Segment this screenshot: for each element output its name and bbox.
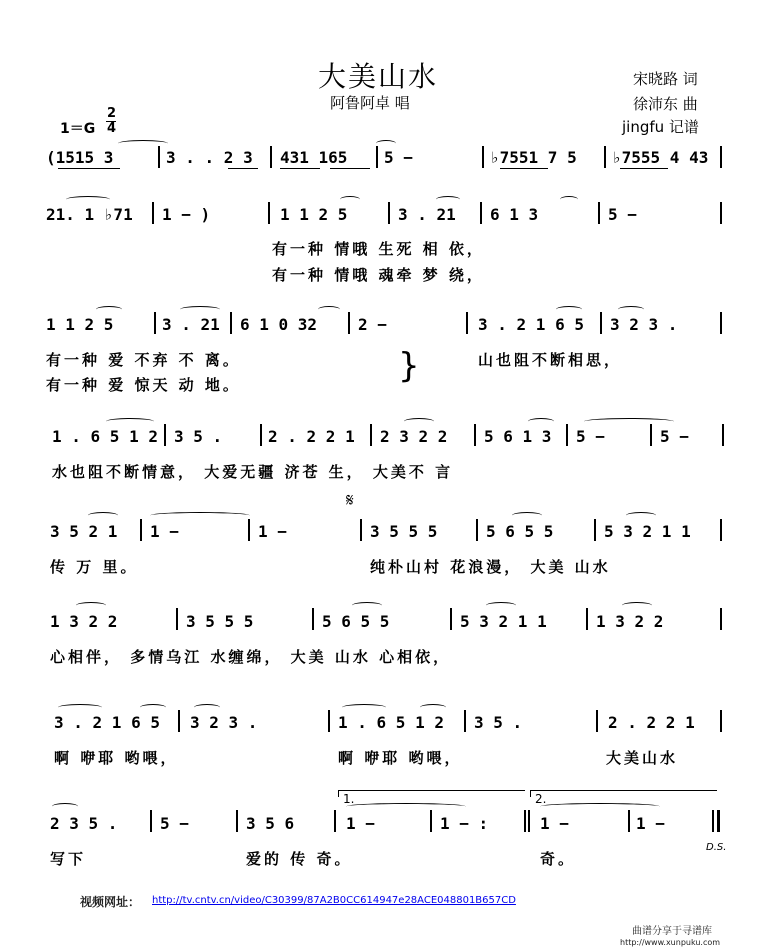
bar-line (722, 424, 724, 446)
slur (58, 704, 102, 711)
beam (330, 168, 370, 169)
slur (352, 602, 382, 609)
bar-line (450, 608, 452, 630)
tie (584, 418, 674, 425)
measure: 5 6 5 5 (322, 612, 390, 631)
measure: 2 . 2 2 1 (268, 427, 355, 446)
slur (66, 196, 110, 203)
measure: 6 1 3 (490, 205, 539, 224)
measure: 3 2 3 . (610, 315, 678, 334)
measure: 5 − (384, 148, 413, 167)
lyric-line: 传 万 里。 (50, 558, 139, 576)
slur (626, 512, 656, 519)
bar-line (604, 146, 606, 168)
bar-line (720, 146, 722, 168)
lyric-line: 写下 (50, 850, 87, 868)
measure: 1 3 2 2 (50, 612, 118, 631)
video-label: 视频网址： (80, 895, 141, 909)
bar-line (328, 710, 330, 732)
slur (340, 196, 360, 203)
bar-line (140, 519, 142, 541)
tie (346, 803, 466, 810)
beam (280, 168, 320, 169)
measure: 2 3 2 2 (380, 427, 448, 446)
bar-line (566, 424, 568, 446)
slur (622, 602, 652, 609)
measure: ♭7551 7 5 (490, 148, 577, 167)
measure: 3 5 . (474, 713, 523, 732)
bar-line (720, 312, 722, 334)
measure: 5 3 2 1 1 (604, 522, 691, 541)
measure: 2 3 5 . (50, 814, 118, 833)
bar-line (370, 424, 372, 446)
lyric-line: 纯朴山村 花浪漫， 大美 山水 (370, 558, 611, 576)
measure: 3 . 21 (162, 315, 220, 334)
bar-line (600, 312, 602, 334)
slur (194, 704, 220, 711)
footer-url: http://www.xunpuku.com (620, 938, 721, 947)
bar-line (476, 519, 478, 541)
measure: ♭7555 4 43 (612, 148, 709, 167)
tie (540, 803, 660, 810)
measure: 3 . 2 1 6 5 (478, 315, 584, 334)
bar-line (594, 519, 596, 541)
singer-credit: 阿鲁阿卓 唱 (330, 94, 410, 112)
beam (228, 168, 258, 169)
measure: 6 1 0 32 (240, 315, 318, 334)
bar-line (376, 146, 378, 168)
measure: 1 − (540, 814, 569, 833)
beam (58, 168, 120, 169)
measure: 5 − (660, 427, 689, 446)
volta-label-1: 1. (343, 792, 355, 806)
bar-line (230, 312, 232, 334)
bar-line (348, 312, 350, 334)
lyric-line: 心相伴， 多情乌江 水缠绵， 大美 山水 心相依， (50, 648, 452, 666)
measure: 2 . 2 2 1 (608, 713, 695, 732)
bar-line (586, 608, 588, 630)
final-bar-line (717, 810, 720, 832)
bar-line (154, 312, 156, 334)
lyric-verse-2: 有一种 爱 惊天 动 地。 (46, 376, 241, 394)
bar-line (152, 202, 154, 224)
bar-line (150, 810, 152, 832)
bar-line (712, 810, 714, 832)
bar-line (270, 146, 272, 168)
measure: 1 3 2 2 (596, 612, 664, 631)
slur (436, 196, 460, 203)
slur (556, 306, 582, 313)
lyric-verse-1: 有一种 情哦 生死 相 依， (272, 240, 485, 258)
time-signature-bottom: 4 (107, 121, 117, 136)
bar-line (466, 312, 468, 334)
beam (620, 168, 668, 169)
measure: 1 . 6 5 1 2 (338, 713, 444, 732)
tie (150, 512, 250, 519)
measure: 1 1 2 5 (280, 205, 348, 224)
lyric-verse-2: 有一种 情哦 魂牵 梦 绕， (272, 266, 485, 284)
transcriber-credit: jingfu 记谱 (622, 118, 699, 136)
measure: 1 − : (440, 814, 489, 833)
bar-line (720, 608, 722, 630)
bar-line (464, 710, 466, 732)
key-signature: 1＝G (60, 121, 96, 137)
bar-line (650, 424, 652, 446)
slur (404, 418, 434, 425)
bar-line (268, 202, 270, 224)
measure: 1 . 6 5 1 2 (52, 427, 158, 446)
slur (560, 196, 578, 203)
bar-line (598, 202, 600, 224)
bar-line (720, 202, 722, 224)
measure: 5 − (608, 205, 637, 224)
slur (528, 418, 554, 425)
slur (342, 704, 386, 711)
measure: 3 . . 2 3 (166, 148, 253, 167)
video-link[interactable]: http://tv.cntv.cn/video/C30399/87A2B0CC614947e28ACE048801B657CD (152, 895, 516, 906)
measure: 5 3 2 1 1 (460, 612, 547, 631)
repeat-bar-line (528, 810, 530, 832)
slur (76, 602, 106, 609)
composer-credit: 徐沛东 曲 (633, 95, 698, 113)
measure: 2 − (358, 315, 387, 334)
measure: 3 5 2 1 (50, 522, 118, 541)
lyric-line: 奇。 (540, 850, 577, 868)
measure: 3 5 5 5 (370, 522, 438, 541)
measure: (1515 3 (46, 148, 114, 167)
bar-line (260, 424, 262, 446)
song-title: 大美山水 (318, 60, 439, 93)
slur (420, 704, 446, 711)
slur (118, 140, 168, 147)
bar-line (164, 424, 166, 446)
verse-brace: } (398, 346, 420, 386)
slur (486, 602, 516, 609)
bar-line (360, 519, 362, 541)
slur (96, 306, 122, 313)
lyric-line: 大美山水 (606, 749, 679, 767)
measure: 5 − (160, 814, 189, 833)
lyric-line: 水也阻不断情意， 大爱无疆 济苍 生， 大美不 言 (52, 463, 454, 481)
slur (88, 512, 118, 519)
bar-line (178, 710, 180, 732)
bar-line (248, 519, 250, 541)
slur (318, 306, 340, 313)
bar-line (720, 519, 722, 541)
measure: 3 5 . (174, 427, 223, 446)
bar-line (480, 202, 482, 224)
slur (618, 306, 644, 313)
measure: 1 1 2 5 (46, 315, 114, 334)
lyric-line: 啊 咿耶 哟喂， (338, 749, 463, 767)
measure: 3 5 5 5 (186, 612, 254, 631)
bar-line (482, 146, 484, 168)
bar-line (628, 810, 630, 832)
slur (106, 418, 154, 425)
bar-line (720, 710, 722, 732)
bar-line (430, 810, 432, 832)
lyric-refrain: 山也阻不断相思， (478, 351, 623, 369)
measure: 21. 1 ♭71 (46, 205, 133, 224)
footer-source: 曲谱分享于寻谱库 (632, 926, 712, 937)
measure: 1 − (636, 814, 665, 833)
slur (512, 512, 542, 519)
measure: 3 5 6 (246, 814, 295, 833)
lyric-line: 啊 咿耶 哟喂， (54, 749, 179, 767)
measure: 5 6 5 5 (486, 522, 554, 541)
measure: 1 − ) (162, 205, 211, 224)
measure: 1 − (258, 522, 287, 541)
lyric-line: 爱的 传 奇。 (246, 850, 353, 868)
measure: 1 − (346, 814, 375, 833)
volta-label-2: 2. (535, 792, 547, 806)
ds-marking: D.S. (706, 842, 727, 853)
slur (140, 704, 166, 711)
bar-line (312, 608, 314, 630)
volta-bracket-1 (338, 790, 525, 797)
bar-line (388, 202, 390, 224)
bar-line (474, 424, 476, 446)
measure: 3 . 2 1 6 5 (54, 713, 160, 732)
measure: 3 . 21 (398, 205, 456, 224)
measure: 5 6 1 3 (484, 427, 552, 446)
measure: 5 − (576, 427, 605, 446)
slur (180, 306, 220, 313)
lyric-verse-1: 有一种 爱 不弃 不 离。 (46, 351, 241, 369)
measure: 431 165 (280, 148, 348, 167)
slur (376, 140, 396, 147)
bar-line (334, 810, 336, 832)
bar-line (158, 146, 160, 168)
time-signature-top: 2 (107, 106, 117, 121)
slur (52, 803, 78, 810)
measure: 3 2 3 . (190, 713, 258, 732)
bar-line (524, 810, 526, 832)
beam (500, 168, 548, 169)
bar-line (236, 810, 238, 832)
bar-line (596, 710, 598, 732)
bar-line (176, 608, 178, 630)
segno-sign: 𝄋 (346, 490, 354, 511)
volta-bracket-2 (530, 790, 717, 797)
lyricist-credit: 宋晓路 词 (633, 70, 698, 88)
measure: 1 − (150, 522, 179, 541)
